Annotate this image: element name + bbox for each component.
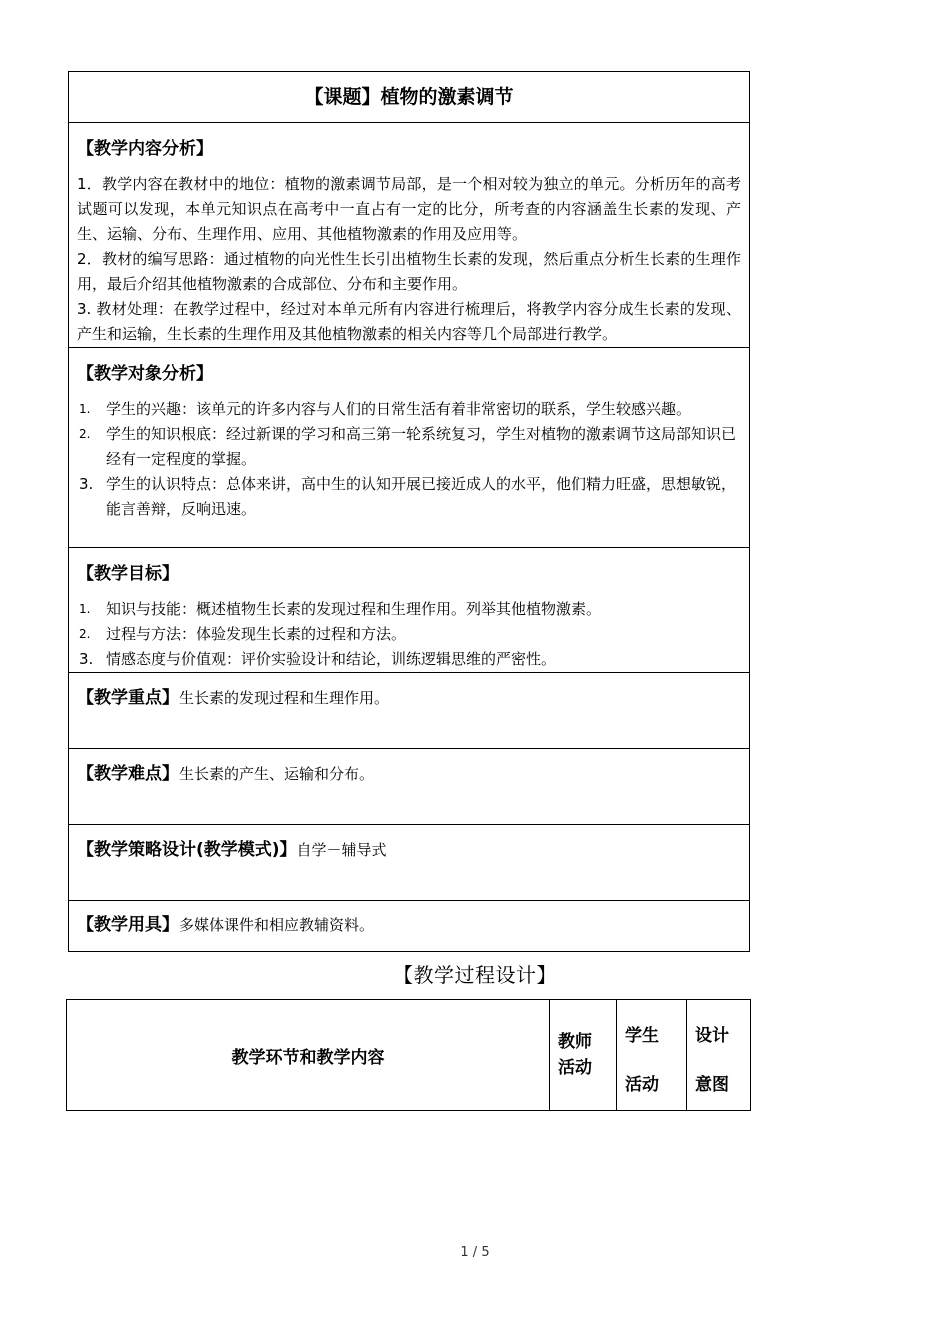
list-item (77, 647, 741, 672)
list-item (77, 597, 741, 622)
list-item (77, 472, 741, 522)
list-number: 2. (79, 427, 91, 441)
page-number: 1 / 5 (460, 1245, 490, 1260)
list-text: 情感态度与价值观：评价实验设计和结论，训练逻辑思维的严密性。 (106, 650, 557, 668)
header-line: 意图 (695, 1075, 729, 1095)
object-analysis-list (77, 397, 741, 522)
list-item (77, 422, 741, 472)
list-text: 学生的认识特点：总体来讲，高中生的认知开展已接近成人的水平，他们精力旺盛，思想敏锐，能言善辩，反响迅速。 (106, 475, 737, 518)
list-number: 2. (79, 627, 91, 641)
strategy-text: 自学－辅导式 (296, 841, 387, 859)
process-design-table (66, 999, 751, 1111)
list-text: 学生的知识根底：经过新课的学习和高三第一轮系统复习，学生对植物的激素调节这局部知识已经有一定程度的掌握。 (106, 425, 737, 468)
key-points-heading: 【教学重点】 (77, 688, 179, 708)
list-item (77, 622, 741, 647)
list-number: 1. (79, 402, 91, 416)
process-design-title: 【教学过程设计】 (393, 963, 557, 987)
objectives-section (69, 548, 750, 673)
list-number: 3. (79, 475, 94, 493)
list-number: 1. (79, 602, 91, 616)
difficulties-section (69, 749, 750, 825)
tools-heading: 【教学用具】 (77, 915, 179, 935)
col-header-teacher-activity (550, 1000, 617, 1111)
list-text: 学生的兴趣：该单元的许多内容与人们的日常生活有着非常密切的联系，学生较感兴趣。 (106, 400, 692, 418)
content-analysis-section (69, 123, 750, 348)
objectives-heading: 【教学目标】 (77, 564, 179, 584)
objectives-list (77, 597, 741, 672)
content-analysis-heading: 【教学内容分析】 (77, 139, 213, 159)
list-number: 3. (79, 650, 94, 668)
header-line: 设计 (695, 1026, 729, 1046)
difficulties-text: 生长素的产生、运输和分布。 (179, 765, 375, 783)
tools-text: 多媒体课件和相应教辅资料。 (179, 916, 375, 934)
col-header-design-intent (687, 1000, 751, 1111)
content-analysis-paragraph: 2．教材的编写思路：通过植物的向光性生长引出植物生长素的发现，然后重点分析生长素的生理作用，最后介绍其他植物激素的合成部位、分布和主要作用。 (77, 250, 741, 293)
list-text: 过程与方法：体验发现生长素的过程和方法。 (106, 625, 407, 643)
header-line: 活动 (558, 1058, 592, 1078)
list-text: 知识与技能：概述植物生长素的发现过程和生理作用。列举其他植物激素。 (106, 600, 602, 618)
strategy-section (69, 825, 750, 901)
header-line: 教师 (558, 1032, 592, 1052)
object-analysis-heading: 【教学对象分析】 (77, 364, 213, 384)
header-line: 学生 (625, 1026, 659, 1046)
strategy-heading: 【教学策略设计(教学模式)】 (77, 840, 297, 860)
header-line: 活动 (625, 1075, 659, 1095)
lesson-plan-table (68, 71, 750, 952)
key-points-text: 生长素的发现过程和生理作用。 (179, 689, 390, 707)
key-points-section (69, 673, 750, 749)
object-analysis-section (69, 348, 750, 548)
content-analysis-paragraph: 1．教学内容在教材中的地位：植物的激素调节局部，是一个相对较为独立的单元。分析历年的高考试题可以发现，本单元知识点在高考中一直占有一定的比分，所考查的内容涵盖生长素的发现、产生、运输、分布、生理作用、应用、其他植物激素的作用及应用等。 (77, 175, 741, 243)
col-header-student-activity (617, 1000, 687, 1111)
difficulties-heading: 【教学难点】 (77, 764, 179, 784)
content-analysis-paragraph: 3. 教材处理：在教学过程中，经过对本单元所有内容进行梳理后，将教学内容分成生长素的发现、产生和运输，生长素的生理作用及其他植物激素的相关内容等几个局部进行教学。 (77, 300, 741, 343)
lesson-title: 【课题】植物的激素调节 (69, 72, 750, 123)
list-item (77, 397, 741, 422)
tools-section (69, 901, 750, 952)
col-header-content: 教学环节和教学内容 (67, 1000, 550, 1111)
